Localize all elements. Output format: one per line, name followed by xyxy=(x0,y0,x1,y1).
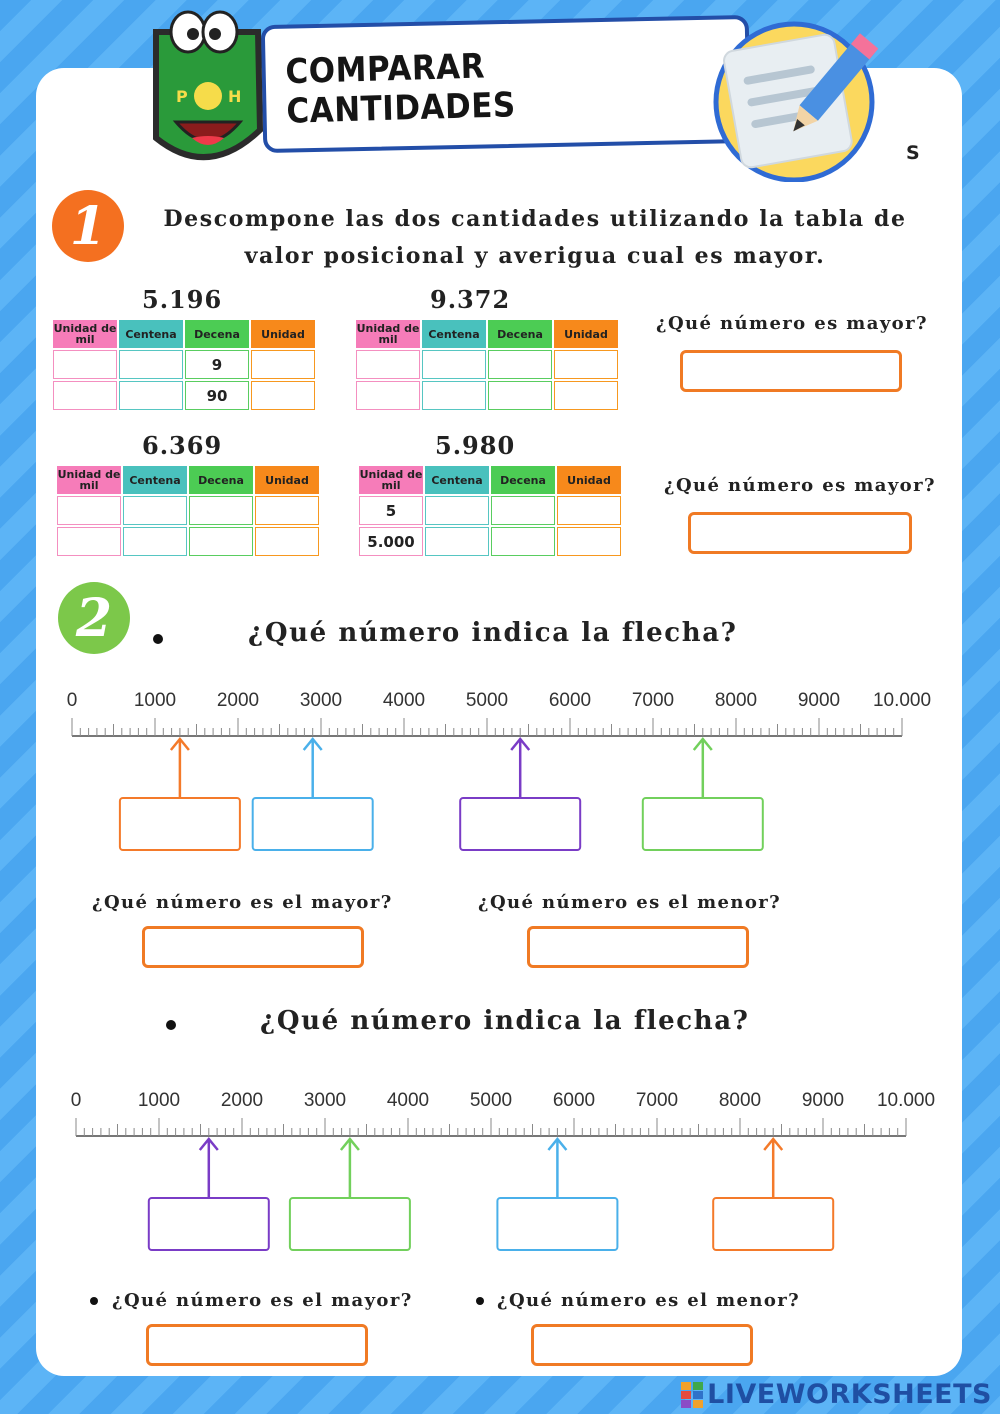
cell-input[interactable] xyxy=(425,496,489,525)
cell-input[interactable] xyxy=(255,527,319,556)
place-value-table xyxy=(51,318,317,412)
place-value-table xyxy=(55,464,321,558)
question-mayor: ¿Qué número es mayor? xyxy=(664,475,936,496)
bullet xyxy=(476,1297,484,1305)
answer-input[interactable] xyxy=(688,512,912,554)
scale-label: 1000 xyxy=(137,1090,181,1111)
header-decena: Decena xyxy=(189,466,253,494)
header-decena: Decena xyxy=(185,320,249,348)
arrow-answer-box[interactable] xyxy=(253,798,373,850)
liveworksheets-watermark xyxy=(681,1379,992,1410)
number-5196: 5.196 xyxy=(142,285,223,314)
cell-input[interactable] xyxy=(554,350,618,379)
cell-input[interactable] xyxy=(53,381,117,410)
number-6369: 6.369 xyxy=(142,431,223,460)
cell-input[interactable] xyxy=(255,496,319,525)
cell-input[interactable] xyxy=(189,527,253,556)
arrow-answer-box[interactable] xyxy=(460,798,580,850)
notepad-pencil-icon xyxy=(708,20,880,182)
cell-input[interactable] xyxy=(123,527,187,556)
cell-input[interactable] xyxy=(57,527,121,556)
arrow-answer-box[interactable] xyxy=(149,1198,269,1250)
scale-label: 6000 xyxy=(552,1090,596,1111)
arrow-answer-box[interactable] xyxy=(713,1198,833,1250)
bullet xyxy=(90,1297,98,1305)
cell-input[interactable] xyxy=(119,381,183,410)
scale-label: 7000 xyxy=(631,690,675,711)
cell-input[interactable] xyxy=(356,381,420,410)
cell-input[interactable] xyxy=(123,496,187,525)
cell-input[interactable] xyxy=(53,350,117,379)
answer-input[interactable] xyxy=(146,1324,368,1366)
cell-input[interactable] xyxy=(425,527,489,556)
cell-input[interactable] xyxy=(251,381,315,410)
scale-label: 4000 xyxy=(386,1090,430,1111)
arrow-answer-box[interactable] xyxy=(643,798,763,850)
section-1-badge: 1 xyxy=(52,190,124,262)
cell-input[interactable] xyxy=(557,527,621,556)
mascot-letter-h: H xyxy=(228,87,242,106)
number-line xyxy=(54,1080,954,1260)
scale-label: 1000 xyxy=(133,690,177,711)
scale-label: 8000 xyxy=(718,1090,762,1111)
cell-input[interactable] xyxy=(422,350,486,379)
cell-input[interactable] xyxy=(251,350,315,379)
scale-label: 3000 xyxy=(299,690,343,711)
pointer-arrow xyxy=(171,739,189,798)
scale-label: 5000 xyxy=(465,690,509,711)
cell-input[interactable] xyxy=(356,350,420,379)
bullet xyxy=(153,634,163,644)
pointer-arrow xyxy=(548,1139,566,1198)
scale-label: 0 xyxy=(70,1090,82,1111)
cell-value: 5.000 xyxy=(359,527,423,556)
question-least: ¿Qué número es el menor? xyxy=(478,892,782,913)
header-unidad-de-mil: Unidad de mil xyxy=(53,322,117,346)
pointer-arrow xyxy=(694,739,712,798)
cell-value: 5 xyxy=(359,496,423,525)
heading-que-numero: ¿Qué número indica la flecha? xyxy=(260,1006,750,1036)
place-value-table xyxy=(354,318,620,412)
header-unidad: Unidad xyxy=(554,320,618,348)
bullet xyxy=(166,1020,176,1030)
cell-input[interactable] xyxy=(491,496,555,525)
header-unidad-de-mil: Unidad de mil xyxy=(359,468,423,492)
question-mayor: ¿Qué número es mayor? xyxy=(656,313,928,334)
header-centena: Centena xyxy=(422,320,486,348)
instruction-line-2: valor posicional y averigua cual es mayor. xyxy=(244,243,826,269)
question-least: ¿Qué número es el menor? xyxy=(497,1290,801,1311)
header-centena: Centena xyxy=(119,320,183,348)
scale-label: 4000 xyxy=(382,690,426,711)
cell-input[interactable] xyxy=(488,381,552,410)
number-9372: 9.372 xyxy=(430,285,511,314)
scale-label: 10.000 xyxy=(872,690,932,711)
heading-que-numero: ¿Qué número indica la flecha? xyxy=(248,618,738,648)
scale-label: 7000 xyxy=(635,1090,679,1111)
cell-input[interactable] xyxy=(189,496,253,525)
watermark-text: LIVEWORKSHEETS xyxy=(707,1379,992,1410)
answer-input[interactable] xyxy=(142,926,364,968)
pointer-arrow xyxy=(304,739,322,798)
mascot-logo xyxy=(148,10,266,178)
question-greatest: ¿Qué número es el mayor? xyxy=(92,892,393,913)
header-decena: Decena xyxy=(488,320,552,348)
answer-input[interactable] xyxy=(680,350,902,392)
header-unidad: Unidad xyxy=(557,466,621,494)
header-decena: Decena xyxy=(491,466,555,494)
header-unidad-de-mil: Unidad de mil xyxy=(356,322,420,346)
pointer-arrow xyxy=(764,1139,782,1198)
question-greatest: ¿Qué número es el mayor? xyxy=(112,1290,413,1311)
mascot-letter-p: P xyxy=(176,87,188,106)
scale-label: 8000 xyxy=(714,690,758,711)
number-5980: 5.980 xyxy=(435,431,516,460)
scale-label: 9000 xyxy=(797,690,841,711)
cell-input[interactable] xyxy=(491,527,555,556)
cell-input[interactable] xyxy=(557,496,621,525)
scale-label: 5000 xyxy=(469,1090,513,1111)
number-line xyxy=(50,680,950,860)
pointer-arrow xyxy=(511,739,529,798)
scale-label: 3000 xyxy=(303,1090,347,1111)
scale-label: 9000 xyxy=(801,1090,845,1111)
cell-input[interactable] xyxy=(57,496,121,525)
header-centena: Centena xyxy=(123,466,187,494)
arrow-answer-box[interactable] xyxy=(290,1198,410,1250)
scale-label: 0 xyxy=(66,690,78,711)
cell-input[interactable] xyxy=(488,350,552,379)
arrow-answer-box[interactable] xyxy=(497,1198,617,1250)
scale-label: 2000 xyxy=(216,690,260,711)
cell-input[interactable] xyxy=(119,350,183,379)
cell-value: 90 xyxy=(185,381,249,410)
scale-label: 10.000 xyxy=(876,1090,936,1111)
liveworksheets-logo-icon xyxy=(681,1382,703,1408)
pointer-arrow xyxy=(341,1139,359,1198)
answer-input[interactable] xyxy=(527,926,749,968)
header-unidad: Unidad xyxy=(255,466,319,494)
answer-input[interactable] xyxy=(531,1324,753,1366)
cell-value: 9 xyxy=(185,350,249,379)
header-centena: Centena xyxy=(425,466,489,494)
header-unidad: Unidad xyxy=(251,320,315,348)
page-title: COMPARAR CANTIDADES xyxy=(285,46,517,132)
pointer-arrow xyxy=(200,1139,218,1198)
header-unidad-de-mil: Unidad de mil xyxy=(57,468,121,492)
place-value-table xyxy=(357,464,623,558)
cell-input[interactable] xyxy=(422,381,486,410)
scale-label: 6000 xyxy=(548,690,592,711)
page-letter: S xyxy=(906,142,920,164)
arrow-answer-box[interactable] xyxy=(120,798,240,850)
section-2-badge: 2 xyxy=(58,582,130,654)
instruction-line-1: Descompone las dos cantidades utilizando la tabla de xyxy=(163,206,907,232)
cell-input[interactable] xyxy=(554,381,618,410)
scale-label: 2000 xyxy=(220,1090,264,1111)
